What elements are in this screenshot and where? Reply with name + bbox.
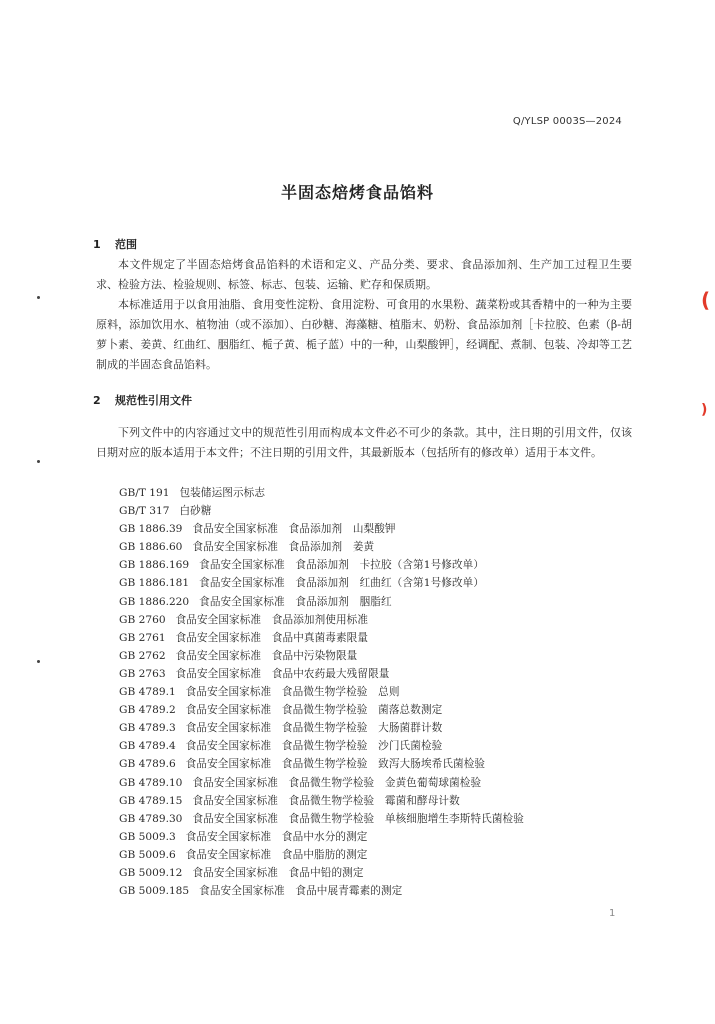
reference-item <box>119 502 524 520</box>
reference-title: 食品安全国家标准 食品添加剂 红曲红（含第1号修改单） <box>199 577 485 590</box>
reference-list <box>119 484 524 900</box>
reference-item <box>119 737 524 755</box>
reference-item <box>119 810 524 828</box>
reference-title: 白砂糖 <box>179 505 212 518</box>
reference-code: GB 5009.12 <box>119 866 183 879</box>
reference-title: 食品安全国家标准 食品微生物学检验 沙门氏菌检验 <box>185 740 443 753</box>
reference-code: GB 4789.6 <box>119 758 176 771</box>
reference-item <box>119 719 524 737</box>
reference-title: 食品安全国家标准 食品添加剂 胭脂红 <box>199 595 392 608</box>
reference-title: 食品安全国家标准 食品添加剂 卡拉胶（含第1号修改单） <box>199 559 485 572</box>
reference-title: 食品安全国家标准 食品中污染物限量 <box>175 649 358 662</box>
reference-title: 食品安全国家标准 食品中水分的测定 <box>185 830 368 843</box>
section-title: 规范性引用文件 <box>115 394 192 407</box>
section-number: 1 <box>93 238 101 251</box>
reference-title: 食品安全国家标准 食品微生物学检验 总则 <box>185 686 400 699</box>
reference-item <box>119 683 524 701</box>
reference-item <box>119 520 524 538</box>
reference-code: GB 5009.3 <box>119 830 176 843</box>
reference-title: 食品安全国家标准 食品添加剂 姜黄 <box>192 541 375 554</box>
reference-title: 食品安全国家标准 食品中脂肪的测定 <box>185 848 368 861</box>
reference-code: GB 4789.3 <box>119 722 176 735</box>
reference-code: GB 5009.6 <box>119 848 176 861</box>
reference-code: GB 1886.220 <box>119 595 190 608</box>
reference-code: GB 1886.181 <box>119 577 190 590</box>
reference-item <box>119 611 524 629</box>
reference-title: 食品安全国家标准 食品添加剂使用标准 <box>175 613 369 626</box>
reference-code: GB/T 317 <box>119 505 170 518</box>
section-title: 范围 <box>115 238 137 251</box>
section-1-heading <box>93 236 137 252</box>
reference-code: GB 4789.2 <box>119 704 176 717</box>
reference-item <box>119 665 524 683</box>
reference-title: 食品安全国家标准 食品微生物学检验 金黄色葡萄球菌检验 <box>192 776 482 789</box>
reference-code: GB 2760 <box>119 613 166 626</box>
scan-speck <box>37 460 40 463</box>
scan-speck <box>37 660 40 663</box>
section-2-heading <box>93 392 192 408</box>
scope-paragraph-2: 本标准适用于以食用油脂、食用变性淀粉、食用淀粉、可食用的水果粉、蔬菜粉或其香精中的一种为主要原料，添加饮用水、植物油（或不添加）、白砂糖、海藻糖、植脂末、奶粉、食品添加剂［卡拉胶、色素（β-胡萝卜素、姜黄、红曲红、胭脂红、栀子黄、栀子蓝）中的一种，山梨酸钾］，经调配、煮制、包装、冷却等工艺制成的半固态食品馅料。 <box>96 298 632 371</box>
reference-item <box>119 538 524 556</box>
references-intro-paragraph: 下列文件中的内容通过文中的规范性引用而构成本文件必不可少的条款。其中，注日期的引用文件，仅该日期对应的版本适用于本文件；不注日期的引用文件，其最新版本（包括所有的修改单）适用于本文件。 <box>96 426 632 459</box>
reference-code: GB 4789.1 <box>119 686 176 699</box>
reference-code: GB 4789.15 <box>119 794 183 807</box>
reference-item <box>119 828 524 846</box>
reference-item <box>119 774 524 792</box>
standard-code: Q/YLSP 0003S—2024 <box>512 116 622 127</box>
reference-code: GB 2763 <box>119 667 166 680</box>
reference-item <box>119 647 524 665</box>
reference-code: GB 1886.169 <box>119 559 190 572</box>
page-number: 1 <box>609 908 616 919</box>
reference-item <box>119 864 524 882</box>
reference-title: 食品安全国家标准 食品微生物学检验 致泻大肠埃希氏菌检验 <box>185 758 486 771</box>
reference-item <box>119 882 524 900</box>
reference-title: 食品安全国家标准 食品中真菌毒素限量 <box>175 631 369 644</box>
reference-code: GB 5009.185 <box>119 885 190 898</box>
reference-item <box>119 792 524 810</box>
reference-item <box>119 574 524 592</box>
reference-title: 食品安全国家标准 食品中展青霉素的测定 <box>199 885 403 898</box>
reference-title: 包装储运图示标志 <box>179 487 266 499</box>
reference-item <box>119 484 524 502</box>
reference-code: GB 1886.60 <box>119 541 183 554</box>
reference-code: GB 4789.30 <box>119 812 183 825</box>
section-number: 2 <box>93 394 101 407</box>
reference-item <box>119 846 524 864</box>
reference-title: 食品安全国家标准 食品微生物学检验 菌落总数测定 <box>185 704 443 717</box>
reference-code: GB/T 191 <box>119 487 170 499</box>
reference-title: 食品安全国家标准 食品微生物学检验 大肠菌群计数 <box>185 722 443 735</box>
stamp-edge-icon: ( <box>701 288 711 312</box>
reference-title: 食品安全国家标准 食品微生物学检验 单核细胞增生李斯特氏菌检验 <box>192 812 524 825</box>
scope-paragraph-1: 本文件规定了半固态焙烤食品馅料的术语和定义、产品分类、要求、食品添加剂、生产加工过程卫生要求、检验方法、检验规则、标签、标志、包装、运输、贮存和保质期。 <box>96 258 632 291</box>
scan-speck <box>37 296 40 299</box>
reference-code: GB 2762 <box>119 649 166 662</box>
reference-item <box>119 629 524 647</box>
reference-title: 食品安全国家标准 食品微生物学检验 霉菌和酵母计数 <box>192 794 460 807</box>
reference-item <box>119 556 524 574</box>
reference-code: GB 4789.10 <box>119 776 183 789</box>
reference-title: 食品安全国家标准 食品中铅的测定 <box>192 866 364 879</box>
stamp-edge-icon: ) <box>701 402 708 418</box>
reference-code: GB 2761 <box>119 631 166 644</box>
document-title: 半固态焙烤食品馅料 <box>280 183 434 202</box>
reference-code: GB 4789.4 <box>119 740 176 753</box>
reference-title: 食品安全国家标准 食品中农药最大残留限量 <box>175 667 390 680</box>
reference-item <box>119 701 524 719</box>
reference-title: 食品安全国家标准 食品添加剂 山梨酸钾 <box>192 523 396 536</box>
reference-code: GB 1886.39 <box>119 523 183 536</box>
reference-item <box>119 593 524 611</box>
reference-item <box>119 755 524 773</box>
